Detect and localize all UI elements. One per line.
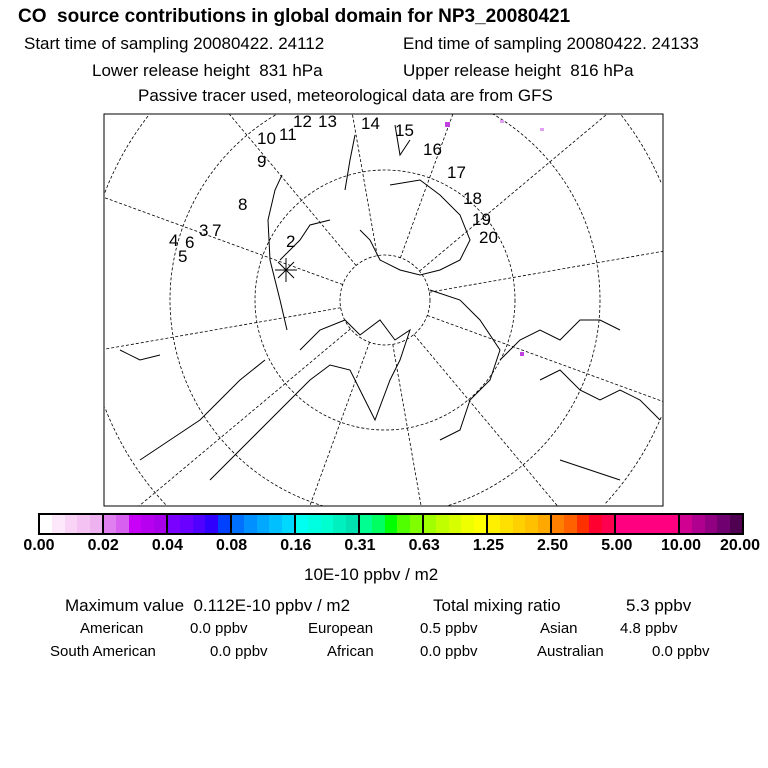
colorbar-cell	[641, 515, 653, 533]
colorbar-cell	[666, 515, 678, 533]
region-value: 0.5 ppbv	[420, 620, 478, 637]
colorbar-cell	[552, 515, 564, 533]
trajectory-label: 9	[257, 152, 267, 171]
colorbar	[38, 513, 744, 535]
colorbar-segment	[358, 515, 422, 533]
trajectory-label: 12	[293, 112, 312, 131]
colorbar-segment	[230, 515, 294, 533]
coastlines	[120, 125, 660, 480]
colorbar-cell	[385, 515, 397, 533]
colorbar-cell	[410, 515, 422, 533]
trajectory-label: 20	[479, 228, 498, 247]
colorbar-cell	[602, 515, 614, 533]
colorbar-cell	[116, 515, 128, 533]
colorbar-cell	[104, 515, 116, 533]
region-value: 4.8 ppbv	[620, 620, 678, 637]
colorbar-tick: 1.25	[472, 537, 504, 554]
colorbar-cell	[449, 515, 461, 533]
region-value: 0.0 ppbv	[190, 620, 248, 637]
colorbar-tick: 5.00	[601, 537, 633, 554]
meridian-line	[310, 342, 370, 506]
colorbar-cell	[577, 515, 589, 533]
colorbar-cell	[474, 515, 486, 533]
plot-title: CO source contributions in global domain for NP3_20080421	[18, 6, 571, 27]
colorbar-cell	[589, 515, 601, 533]
region-name: African	[327, 643, 374, 660]
colorbar-tick: 20.00	[719, 537, 761, 554]
colorbar-cell	[282, 515, 294, 533]
colorbar-cell	[40, 515, 52, 533]
colorbar-segment	[678, 515, 742, 533]
region-name: South American	[50, 643, 156, 660]
trajectory-label: 14	[361, 114, 380, 133]
colorbar-cell	[321, 515, 333, 533]
colorbar-cell	[141, 515, 153, 533]
colorbar-cell	[244, 515, 256, 533]
trajectory-label: 4	[169, 231, 179, 250]
colorbar-cell	[653, 515, 665, 533]
release-site-marker	[275, 258, 297, 282]
colorbar-cell	[397, 515, 409, 533]
colorbar-tick: 0.08	[216, 537, 248, 554]
colorbar-cell	[564, 515, 576, 533]
colorbar-cell	[129, 515, 141, 533]
region-value: 0.0 ppbv	[420, 643, 478, 660]
colorbar-segment	[166, 515, 230, 533]
colorbar-cell	[717, 515, 729, 533]
meridian-line	[427, 315, 663, 401]
map-frame	[104, 114, 663, 506]
colorbar-cell	[205, 515, 217, 533]
colorbar-unit: 10E-10 ppbv / m2	[304, 565, 439, 584]
colorbar-tick: 10.00	[660, 537, 702, 554]
colorbar-cell	[77, 515, 89, 533]
meridian-line	[104, 197, 343, 284]
start-time: Start time of sampling 20080422. 24112	[24, 34, 325, 53]
trajectory-label: 17	[447, 163, 466, 182]
trajectory-label: 16	[423, 140, 442, 159]
colorbar-cell	[705, 515, 717, 533]
colorbar-tick: 0.04	[151, 537, 183, 554]
colorbar-cell	[65, 515, 77, 533]
colorbar-cell	[680, 515, 692, 533]
colorbar-cell	[333, 515, 345, 533]
trajectory-label: 2	[286, 232, 296, 251]
trajectory-label: 15	[395, 121, 414, 140]
meridian-line	[139, 329, 350, 506]
colorbar-cell	[525, 515, 537, 533]
colorbar-cell	[628, 515, 640, 533]
total-value: 5.3 ppbv	[626, 596, 692, 615]
trajectory-label: 19	[472, 210, 491, 229]
colorbar-segment	[422, 515, 486, 533]
region-value: 0.0 ppbv	[210, 643, 268, 660]
colorbar-cell	[616, 515, 628, 533]
colorbar-cell	[257, 515, 269, 533]
colorbar-cell	[52, 515, 64, 533]
colorbar-cell	[218, 515, 230, 533]
colorbar-cell	[296, 515, 308, 533]
trajectory-label: 3	[199, 221, 209, 240]
colorbar-tick: 0.02	[87, 537, 119, 554]
trajectory-label: 13	[318, 112, 337, 131]
region-name: Australian	[537, 643, 604, 660]
colorbar-cell	[308, 515, 320, 533]
end-time: End time of sampling 20080422. 24133	[403, 34, 699, 53]
meridian-line	[429, 251, 663, 292]
colorbar-segment	[614, 515, 678, 533]
region-name: American	[80, 620, 144, 637]
colorbar-cell	[232, 515, 244, 533]
colorbar-tick: 0.63	[408, 537, 440, 554]
upper-height: Upper release height 816 hPa	[403, 61, 634, 80]
colorbar-cell	[193, 515, 205, 533]
region-name: Asian	[540, 620, 578, 637]
total-label: Total mixing ratio	[433, 596, 561, 615]
colorbar-cell	[538, 515, 550, 533]
region-value: 0.0 ppbv	[652, 643, 710, 660]
colorbar-segment	[550, 515, 614, 533]
trajectory-label: 5	[178, 247, 188, 266]
colorbar-cell	[436, 515, 448, 533]
meridian-line	[393, 344, 421, 506]
colorbar-cell	[346, 515, 358, 533]
colorbar-tick: 2.50	[537, 537, 569, 554]
colorbar-cell	[424, 515, 436, 533]
colorbar-segment	[40, 515, 102, 533]
colorbar-cell	[269, 515, 281, 533]
trajectory-label: 10	[257, 129, 276, 148]
colorbar-tick: 0.31	[344, 537, 376, 554]
colorbar-cell	[168, 515, 180, 533]
colorbar-cell	[360, 515, 372, 533]
trajectory-label: 8	[238, 195, 248, 214]
colorbar-cell	[488, 515, 500, 533]
colorbar-cell	[692, 515, 704, 533]
trajectory-label: 6	[185, 233, 195, 252]
colorbar-cell	[500, 515, 512, 533]
colorbar-cell	[372, 515, 384, 533]
lower-height: Lower release height 831 hPa	[92, 61, 323, 80]
colorbar-cell	[180, 515, 192, 533]
meridian-line	[104, 308, 341, 350]
trajectory-label: 18	[463, 189, 482, 208]
trajectory-label: 7	[212, 221, 222, 240]
colorbar-cell	[730, 515, 742, 533]
colorbar-cell	[154, 515, 166, 533]
colorbar-segment	[102, 515, 166, 533]
colorbar-cell	[90, 515, 102, 533]
colorbar-cell	[461, 515, 473, 533]
colorbar-segment	[294, 515, 358, 533]
colorbar-tick: 0.00	[23, 537, 55, 554]
colorbar-cell	[513, 515, 525, 533]
max-value: Maximum value 0.112E-10 ppbv / m2	[65, 596, 351, 615]
meridian-line	[419, 114, 607, 271]
region-name: European	[308, 620, 374, 637]
colorbar-segment	[486, 515, 550, 533]
graticule	[104, 85, 663, 515]
trajectory-label: 11	[279, 125, 297, 144]
tracer-info: Passive tracer used, meteorological data are from GFS	[138, 86, 553, 105]
colorbar-tick: 0.16	[280, 537, 312, 554]
